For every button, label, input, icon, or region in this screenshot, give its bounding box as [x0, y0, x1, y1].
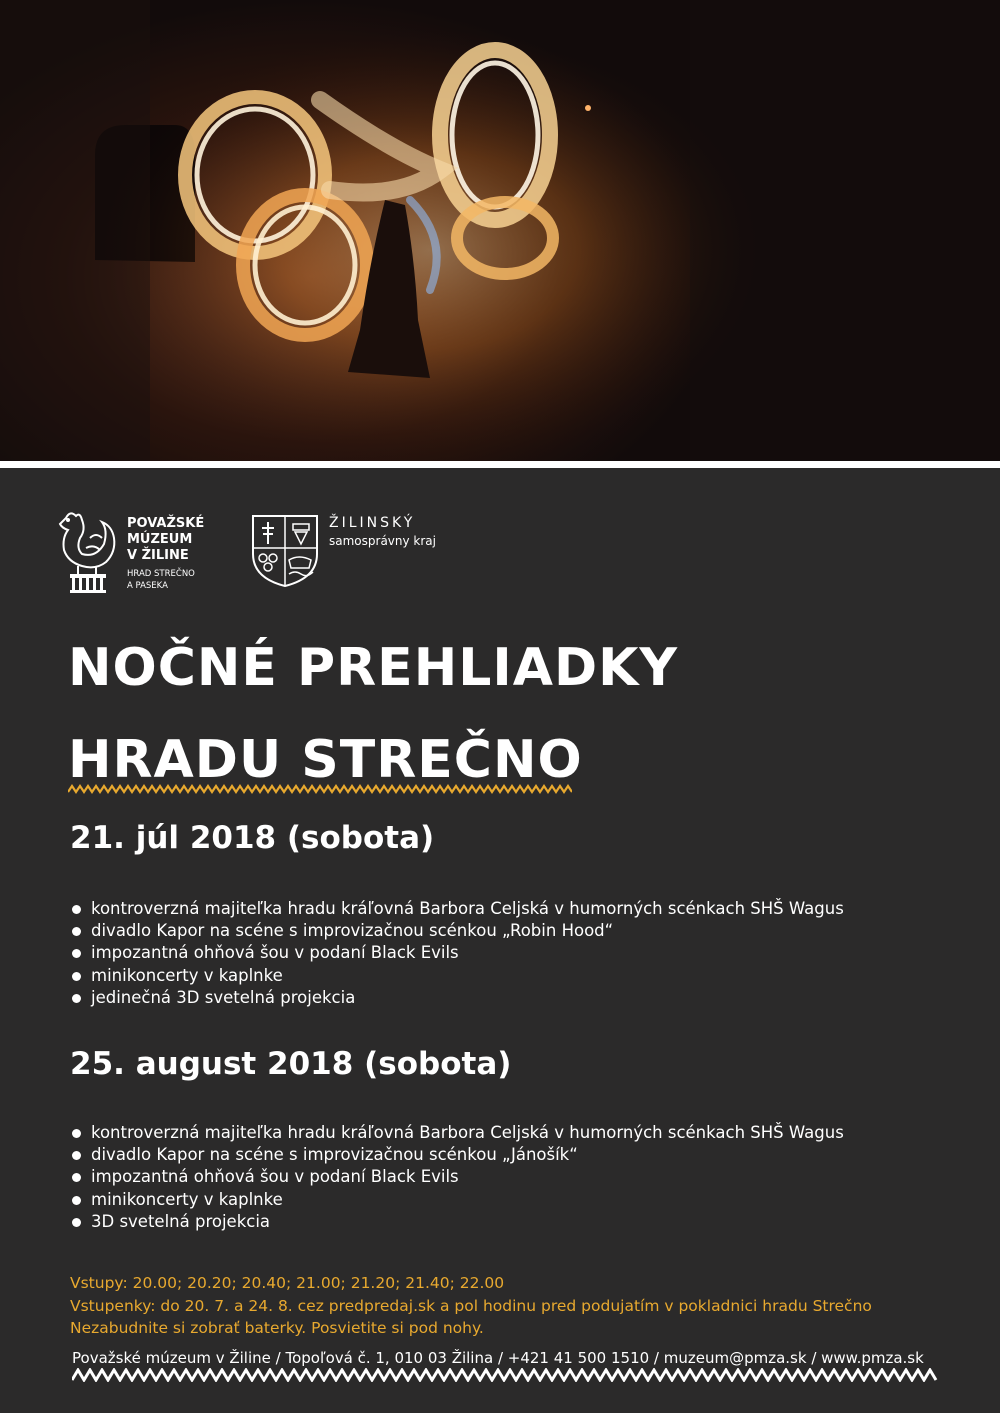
- visitor-info: [70, 1272, 872, 1340]
- page-title-line-2: HRADU STREČNO: [68, 730, 583, 790]
- list-item-text: divadlo Kapor na scéne s improvizačnou scénkou „Robin Hood“: [91, 921, 614, 941]
- footer-zigzag-line: [72, 1368, 938, 1382]
- bullet-icon: [72, 1129, 81, 1138]
- list-item-text: kontroverzná majiteľka hradu kráľovná Barbora Celjská v humorných scénkach SHŠ Wagus: [91, 899, 844, 918]
- contact-footer: Považské múzeum v Žiline / Topoľová č. 1, 010 03 Žilina / +421 41 500 1510 / muzeum@pmza.sk / www.pmza.sk: [72, 1349, 924, 1367]
- bullet-icon: [72, 1196, 81, 1205]
- bullet-icon: [72, 994, 81, 1003]
- event-date: 21. júl 2018 (sobota): [70, 820, 435, 856]
- list-item: [70, 942, 844, 964]
- list-item-text: impozantná ohňová šou v podaní Black Evils: [91, 943, 459, 963]
- list-item-text: divadlo Kapor na scéne s improvizačnou scénkou „Jánošík“: [91, 1145, 578, 1165]
- title-zigzag-underline: [68, 784, 572, 794]
- list-item-text: impozantná ohňová šou v podaní Black Evils: [91, 1167, 459, 1187]
- list-item-text: minikoncerty v kaplnke: [91, 965, 283, 985]
- bullet-icon: [72, 949, 81, 958]
- list-item: [70, 987, 844, 1009]
- pmza-name-line: POVAŽSKÉ: [127, 516, 205, 531]
- pmza-sub-line: HRAD STREČNO: [127, 569, 195, 579]
- bullet-icon: [72, 905, 81, 914]
- pmza-subtitle: [127, 568, 247, 592]
- bullet-icon: [72, 1151, 81, 1160]
- bullet-icon: [72, 972, 81, 981]
- list-item-text: jedinečná 3D svetelná projekcia: [91, 987, 356, 1007]
- list-item: [70, 1166, 844, 1188]
- list-item: [70, 965, 844, 987]
- event-program-list: [70, 898, 844, 1009]
- list-item-text: 3D svetelná projekcia: [91, 1211, 271, 1231]
- list-item: [70, 898, 844, 920]
- list-item: [70, 1211, 844, 1233]
- zsk-title: ŽILINSKÝ: [329, 515, 416, 531]
- pmza-name-line: V ŽILINE: [127, 548, 189, 563]
- coat-of-arms-icon: [251, 514, 319, 588]
- list-item: [70, 1189, 844, 1211]
- content-panel: [0, 468, 1000, 1413]
- pmza-sub-line: A PASEKA: [127, 581, 168, 591]
- list-item: [70, 920, 844, 942]
- fire-dancer-photo: [0, 0, 1000, 461]
- list-item: [70, 1144, 844, 1166]
- bullet-icon: [72, 927, 81, 936]
- pmza-name-line: MÚZEUM: [127, 532, 193, 547]
- ticket-info: Vstupenky: do 20. 7. a 24. 8. cez predpredaj.sk a pol hodinu pred podujatím v pokladnici hradu Strečno: [70, 1296, 872, 1315]
- bullet-icon: [72, 1218, 81, 1227]
- event-program-list: [70, 1122, 844, 1233]
- reminder-note: Nezabudnite si zobrať baterky. Posvietite si pod nohy.: [70, 1319, 484, 1337]
- pmza-name: [127, 516, 247, 564]
- list-item-text: kontroverzná majiteľka hradu kráľovná Barbora Celjská v humorných scénkach SHŠ Wagus: [91, 1123, 844, 1142]
- list-item-text: minikoncerty v kaplnke: [91, 1189, 283, 1209]
- event-date: 25. august 2018 (sobota): [70, 1046, 512, 1082]
- zsk-logo[interactable]: [251, 514, 471, 594]
- zsk-subtitle: samosprávny kraj: [329, 534, 436, 548]
- bullet-icon: [72, 1173, 81, 1182]
- list-item: [70, 1122, 844, 1144]
- entry-times: Vstupy: 20.00; 20.20; 20.40; 21.00; 21.20; 21.40; 22.00: [70, 1274, 505, 1292]
- pmza-logo[interactable]: [56, 508, 216, 598]
- rooster-icon: [56, 508, 122, 594]
- page-title-line-1: NOČNÉ PREHLIADKY: [68, 638, 679, 698]
